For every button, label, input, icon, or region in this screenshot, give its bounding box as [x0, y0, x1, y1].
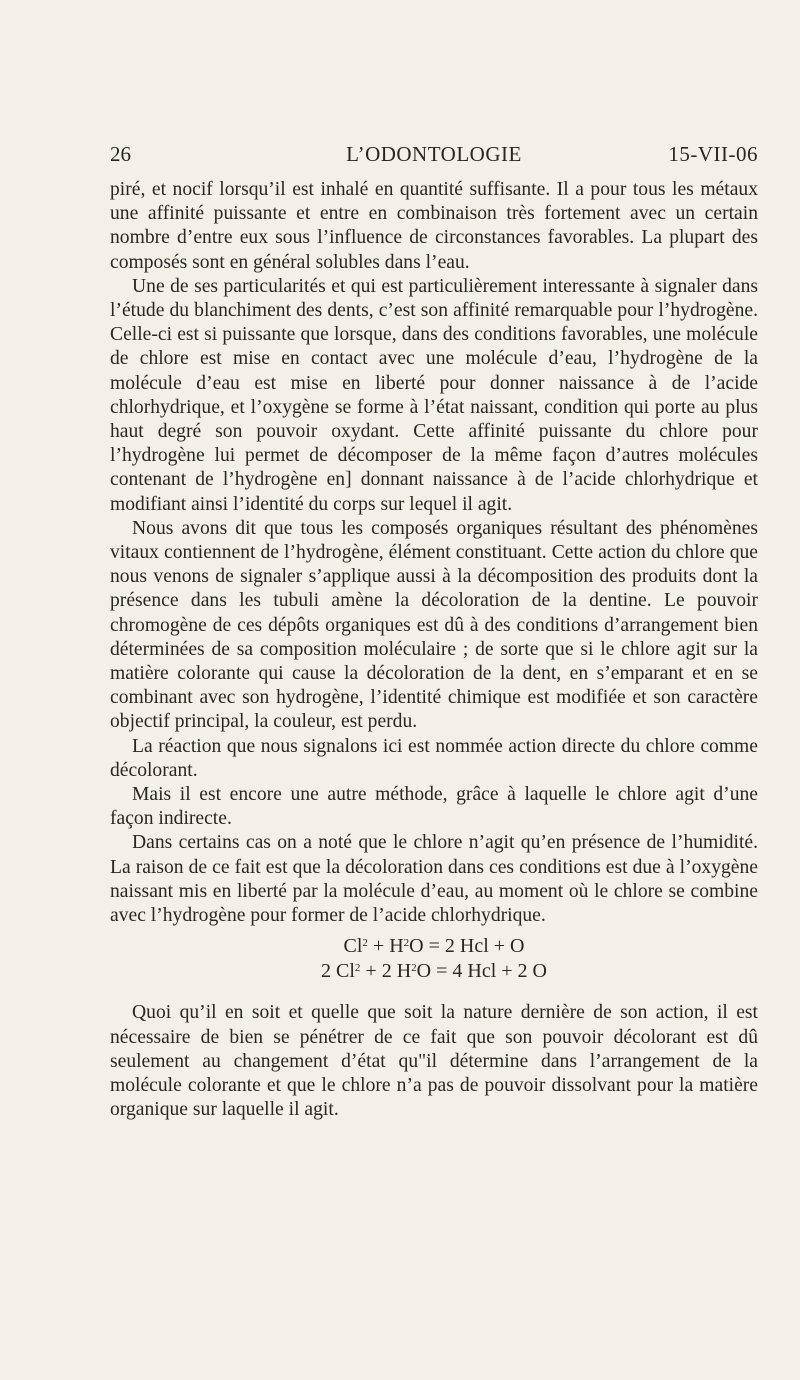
paragraph: Dans certains cas on a noté que le chlore n’agit qu’en présence de l’humidité. La raison de ce fait est que la décoloration dans ces conditions est due à l’oxygène naissant mis en liberté par la molécule d’eau, au moment où le chlore se combine avec l’hydrogène pour former de l’acide chlorhydrique. [110, 832, 758, 927]
paragraph: Quoi qu’il en soit et quelle que soit la nature dernière de son action, il est nécessaire de bien se pénétrer de ce fait que son pouvoir décolorant est dû seulement au changement d’état qu"il détermine dans l’arrangement de la molécule colorante et que le chlore n’a pas de pouvoir dissolvant pour la matière organique sur laquelle il agit. [110, 1002, 758, 1121]
page-number: 26 [110, 142, 131, 166]
paragraph: La réaction que nous signalons ici est nommée action directe du chlore comme décolorant. [110, 735, 758, 781]
paragraph: Mais il est encore une autre méthode, grâce à laquelle le chlore agit d’une façon indirecte. [110, 784, 758, 830]
paragraph: Nous avons dit que tous les composés organiques résultant des phénomènes vitaux contiennent de l’hydrogène, élément constituant. Cette action du chlore que nous venons de signaler s’applique aussi à la décomposition des produits dont la présence dans les tubuli amène la décoloration de la dentine. Le pouvoir chromogène de ces dépôts organiques est dû à des conditions d’arrangement bien déterminées de sa composition moléculaire ; de sorte que si le chlore agit sur la matière colorante qui cause la décoloration de la dent, en s’emparant et en se combinant avec son hydrogène, l’identité chimique est modifiée et son caractère objectif principal, la couleur, est perdu. [110, 517, 758, 733]
paragraph: piré, et nocif lorsqu’il est inhalé en quantité suffisante. Il a pour tous les métaux une affinité puissante et entre en combinaison très fortement avec un certain nombre d’entre eux sous l’influence de circonstances favorables. La plupart des composés sont en général solubles dans l’eau. [110, 179, 758, 273]
equation-2: 2 $Cl^2 + 2$ $H^2O = 4$ Hcl + 2 O [321, 960, 547, 983]
paragraph: Une de ses particularités et qui est particulièrement interessante à signaler dans l’étude du blanchiment des dents, c’est son affinité remarquable pour l’hydrogène. Celle-ci est si puissante que lorsque, dans des conditions favorables, une molécule de chlore est mise en contact avec une molécule d’eau, l’hydrogène de la molécule d’eau est mise en liberté pour donner naissance à de l’acide chlorhydrique, et l’oxygène se forme à l’état naissant, condition qui porte au plus haut degré son pouvoir oxydant. Cette affinité puissante du chlore pour l’hydrogène lui permet de décomposer de la même façon d’autres molécules contenant de l’hydrogène en] donnant naissance à de l’acide chlorhydrique et modifiant ainsi l’identité du corps sur lequel il agit. [110, 275, 758, 515]
running-header [110, 142, 758, 168]
chemical-equations [110, 934, 758, 984]
equation-1: $Cl^2 + H^2O = 2$ Hcl + O [343, 935, 525, 958]
body-text [110, 178, 758, 1122]
issue-date: 15-VII-06 [668, 142, 758, 166]
journal-title: L’ODONTOLOGIE [346, 142, 522, 166]
